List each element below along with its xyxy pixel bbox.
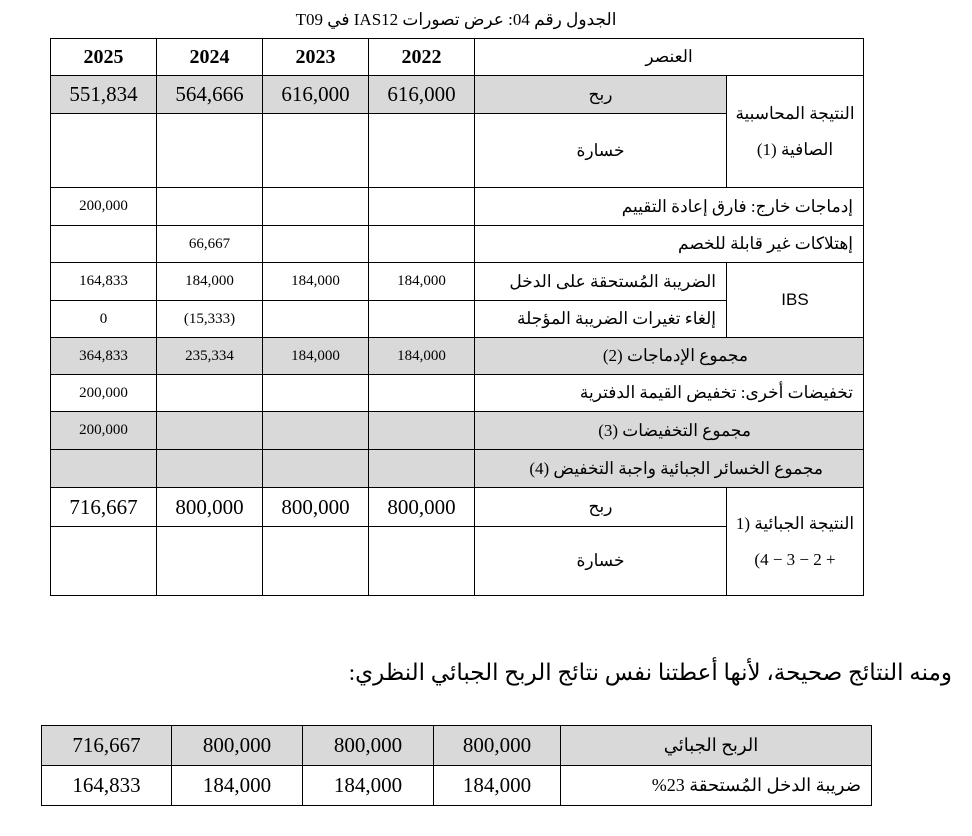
total-add-2025: 364,833 xyxy=(51,338,157,375)
tax-profit-2025-value: 716,667 xyxy=(42,726,172,766)
tax-profit-2024: 800,000 xyxy=(157,488,263,527)
profit-2025: 551,834 xyxy=(51,76,157,114)
tax-profit-row-label: الربح الجبائي xyxy=(561,726,872,766)
conclusion-note: ومنه النتائج صحيحة، لأنها أعطتنا نفس نتائج الربح الجبائي النظري: xyxy=(348,660,952,685)
tax-due-label: الضريبة المُستحقة على الدخل xyxy=(475,263,727,301)
tax-result-label: النتيجة الجبائية (1 + 2 − 3 − 4) xyxy=(727,488,864,596)
ibs-label: IBS xyxy=(727,263,864,338)
total-red-2025: 200,000 xyxy=(51,412,157,450)
header-2025: 2025 xyxy=(51,39,157,76)
tax-profit-2022: 800,000 xyxy=(369,488,475,527)
income-tax-row-label: ضريبة الدخل المُستحقة 23% xyxy=(561,766,872,806)
header-item: العنصر xyxy=(475,39,864,76)
header-2024: 2024 xyxy=(157,39,263,76)
tax-profit-2023: 800,000 xyxy=(263,488,369,527)
external-2025: 200,000 xyxy=(51,188,157,226)
profit-2022: 616,000 xyxy=(369,76,475,114)
profit-2023: 616,000 xyxy=(263,76,369,114)
deferred-2024: (15,333) xyxy=(157,301,263,338)
profit-label: ربح xyxy=(475,76,727,114)
loss-2022 xyxy=(369,114,475,188)
deferred-2025: 0 xyxy=(51,301,157,338)
accounting-result-label: النتيجة المحاسبية الصافية (1) xyxy=(727,76,864,188)
header-2022: 2022 xyxy=(369,39,475,76)
tax-profit-label: ربح xyxy=(475,488,727,527)
other-red-2025: 200,000 xyxy=(51,375,157,412)
total-add-2024: 235,334 xyxy=(157,338,263,375)
tax-profit-2023-value: 800,000 xyxy=(303,726,434,766)
loss-2025 xyxy=(51,114,157,188)
loss-2024 xyxy=(157,114,263,188)
tax-due-2022: 184,000 xyxy=(369,263,475,301)
tax-due-2024: 184,000 xyxy=(157,263,263,301)
loss-2023 xyxy=(263,114,369,188)
income-tax-2022-value: 184,000 xyxy=(434,766,561,806)
total-add-2022: 184,000 xyxy=(369,338,475,375)
tax-loss-label: خسارة xyxy=(475,527,727,596)
tax-profit-2022-value: 800,000 xyxy=(434,726,561,766)
tax-profit-2024-value: 800,000 xyxy=(172,726,303,766)
other-red-label: تخفيضات أخرى: تخفيض القيمة الدفترية xyxy=(475,375,864,412)
table-caption: الجدول رقم 04: عرض تصورات IAS12 في T09 xyxy=(295,10,617,29)
income-tax-2024-value: 184,000 xyxy=(172,766,303,806)
external-label: إدماجات خارج: فارق إعادة التقييم xyxy=(475,188,864,226)
deferred-label: إلغاء تغيرات الضريبة المؤجلة xyxy=(475,301,727,338)
theoretical-tax-table xyxy=(41,725,872,806)
losses-label: مجموع الخسائر الجبائية واجبة التخفيض (4) xyxy=(475,450,864,488)
ias12-table xyxy=(50,38,864,596)
loss-label: خسارة xyxy=(475,114,727,188)
income-tax-2023-value: 184,000 xyxy=(303,766,434,806)
depreciation-label: إهتلاكات غير قابلة للخصم xyxy=(475,226,864,263)
tax-due-2023: 184,000 xyxy=(263,263,369,301)
income-tax-2025-value: 164,833 xyxy=(42,766,172,806)
profit-2024: 564,666 xyxy=(157,76,263,114)
tax-profit-2025: 716,667 xyxy=(51,488,157,527)
total-red-label: مجموع التخفيضات (3) xyxy=(475,412,864,450)
header-2023: 2023 xyxy=(263,39,369,76)
total-add-label: مجموع الإدماجات (2) xyxy=(475,338,864,375)
total-add-2023: 184,000 xyxy=(263,338,369,375)
depreciation-2024: 66,667 xyxy=(157,226,263,263)
tax-due-2025: 164,833 xyxy=(51,263,157,301)
